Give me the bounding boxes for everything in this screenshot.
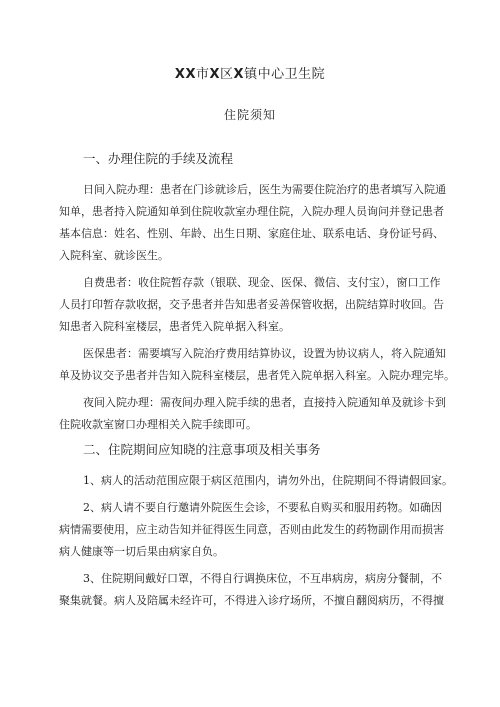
paragraph-rule-1 bbox=[59, 470, 464, 492]
paragraph-line: 住院收款室窗口办理相关入院手续即可。 bbox=[59, 418, 257, 431]
document-body bbox=[59, 150, 464, 617]
paragraph-line: 知单，患者持入院通知单到住院收款室办理住院，入院办理人员询问并登记患者 bbox=[59, 205, 444, 218]
paragraph-line: 入院科室、就诊医生。 bbox=[59, 249, 169, 262]
section-heading-2: 二、住院期间应知晓的注意事项及相关事务 bbox=[83, 442, 321, 457]
paragraph-line: 单及协议交予患者并告知入院科室楼层，患者凭入院单据入科室。入院办理完毕。 bbox=[59, 369, 455, 382]
paragraph-line: 日间入院办理：患者在门诊就诊后，医生为需要住院治疗的患者填写入院通 bbox=[83, 183, 446, 196]
paragraph-daytime-admission bbox=[59, 179, 464, 267]
paragraph-line: 夜间入院办理：需夜间办理入院手续的患者，直接持入院通知单及就诊卡到 bbox=[83, 396, 446, 409]
paragraph-line: 聚集就餐。病人及陪属未经许可，不得进入诊疗场所，不擅自翻阅病历，不得擅 bbox=[59, 594, 444, 607]
title-part-1: 市 bbox=[195, 67, 210, 82]
title-x-1: X bbox=[209, 67, 221, 82]
document-title bbox=[0, 66, 500, 84]
paragraph-line: 3、住院期间戴好口罩，不得自行调换床位，不互串病房，病房分餐制，不 bbox=[83, 572, 442, 585]
title-part-2: 区 bbox=[220, 67, 234, 82]
paragraph-line: 知患者入院科室楼层，患者凭入院单据入科室。 bbox=[59, 320, 290, 333]
title-prefix: XX bbox=[174, 67, 196, 82]
title-x-2: X bbox=[233, 67, 245, 82]
paragraph-line: 病情需要使用，应主动告知并征得医生同意，否则由此发生的药物副作用而损害 bbox=[59, 523, 444, 536]
paragraph-line: 医保患者：需要填写入院治疗费用结算协议，设置为协议病人，将入院通知 bbox=[83, 347, 446, 360]
paragraph-line: 自费患者：收住院暂存款（银联、现金、医保、微信、支付宝），窗口工作 bbox=[83, 276, 441, 289]
paragraph-night-admission bbox=[59, 392, 464, 436]
paragraph-insured bbox=[59, 343, 464, 387]
paragraph-line: 1、病人的活动范围应限于病区范围内，请勿外出，住院期间不得请假回家。 bbox=[83, 474, 453, 487]
paragraph-line: 人员打印暂存款收据，交予患者并告知患者妥善保管收据，出院结算时收回。告 bbox=[59, 298, 444, 311]
document-subtitle: 住院须知 bbox=[223, 108, 276, 122]
paragraph-rule-3 bbox=[59, 568, 464, 612]
paragraph-rule-2 bbox=[59, 497, 464, 563]
paragraph-line: 基本信息：姓名、性别、年龄、出生日期、家庭住址、联系电话、身份证号码、 bbox=[59, 227, 444, 240]
paragraph-line: 2、病人请不要自行邀请外院医生会诊，不要私自购买和服用药物。如确因 bbox=[83, 501, 442, 514]
section-heading-1: 一、办理住院的手续及流程 bbox=[83, 151, 234, 166]
paragraph-line: 病人健康等一切后果由病家自负。 bbox=[59, 545, 224, 558]
title-part-3: 镇中心卫生院 bbox=[244, 67, 326, 82]
paragraph-self-paying bbox=[59, 272, 464, 338]
